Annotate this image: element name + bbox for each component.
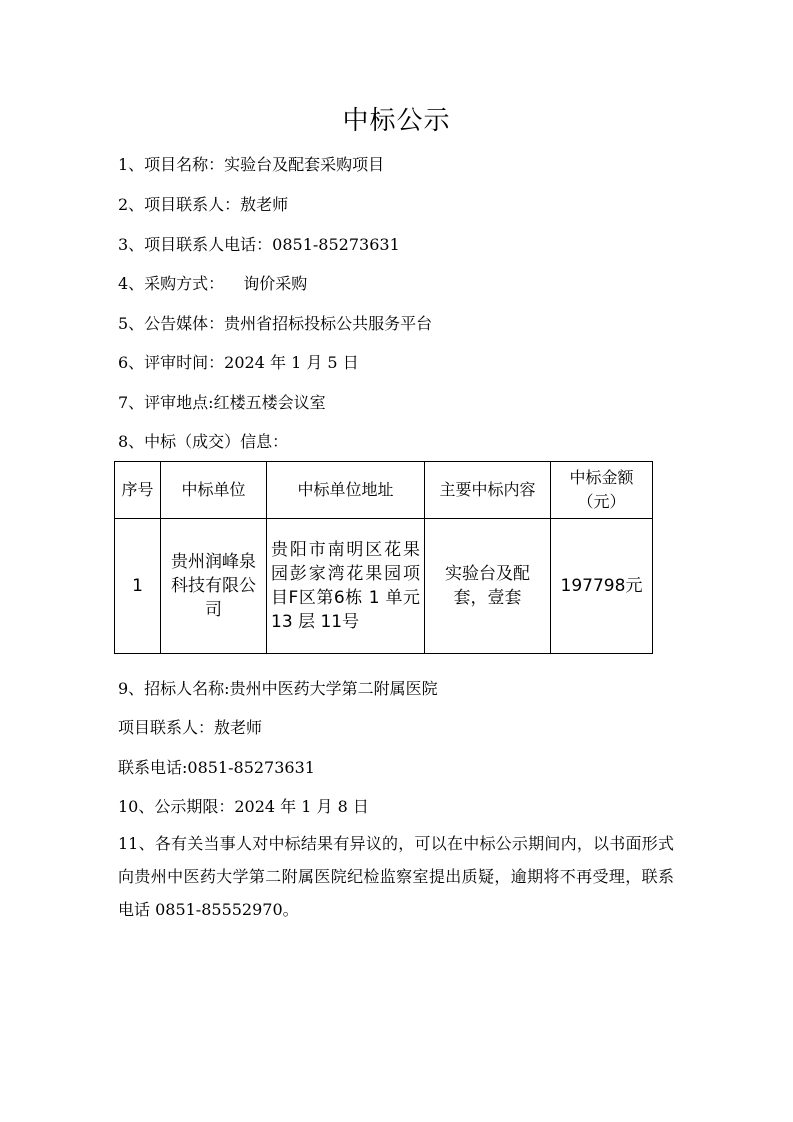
procurement-method-value: 询价采购	[243, 274, 308, 293]
header-amount: 中标金额（元）	[551, 462, 653, 519]
header-address: 中标单位地址	[267, 462, 425, 519]
cell-amount: 197798元	[551, 519, 653, 654]
tenderer-contact-value: 敖老师	[214, 718, 263, 737]
publicity-period-line: 10、公示期限：2024 年 1 月 8 日	[118, 797, 369, 816]
header-content: 主要中标内容	[425, 462, 551, 519]
award-info-heading: 8、中标（成交）信息：	[118, 432, 289, 451]
page-title: 中标公示	[342, 106, 451, 136]
tenderer-contact-label: 项目联系人：	[118, 718, 215, 737]
procurement-method-label: 4、采购方式：	[118, 274, 225, 293]
review-location-line: 7、评审地点:红楼五楼会议室	[118, 393, 326, 412]
header-seq: 序号	[115, 462, 161, 519]
tenderer-phone-line: 联系电话:0851-85273631	[118, 758, 315, 777]
cell-content: 实验台及配套，壹套	[425, 519, 551, 654]
review-time-line: 6、评审时间：2024 年 1 月 5 日	[118, 353, 359, 372]
procurement-method-line	[118, 274, 307, 294]
header-company: 中标单位	[161, 462, 267, 519]
table-row	[115, 519, 653, 654]
tenderer-name-line: 9、招标人名称:贵州中医药大学第二附属医院	[118, 679, 438, 698]
project-contact-line: 2、项目联系人：敖老师	[118, 195, 289, 214]
project-phone-line: 3、项目联系人电话：0851-85273631	[118, 235, 400, 254]
announcement-media-line: 5、公告媒体：贵州省招标投标公共服务平台	[118, 314, 433, 333]
cell-seq: 1	[115, 519, 161, 654]
award-table	[114, 461, 653, 654]
cell-address: 贵阳市南明区花果园彭家湾花果园项目F区第6栋 1 单元 13 层 11号	[267, 519, 425, 654]
cell-company: 贵州润峰泉科技有限公司	[161, 519, 267, 654]
tenderer-contact-line	[118, 718, 262, 738]
project-name-line: 1、项目名称：实验台及配套采购项目	[118, 155, 385, 174]
objection-notice: 11、各有关当事人对中标结果有异议的，可以在中标公示期间内，以书面形式向贵州中医药大学第二附属医院纪检监察室提出质疑，逾期将不再受理，联系电话 0851-85552970。	[118, 834, 674, 919]
table-header-row	[115, 462, 653, 519]
